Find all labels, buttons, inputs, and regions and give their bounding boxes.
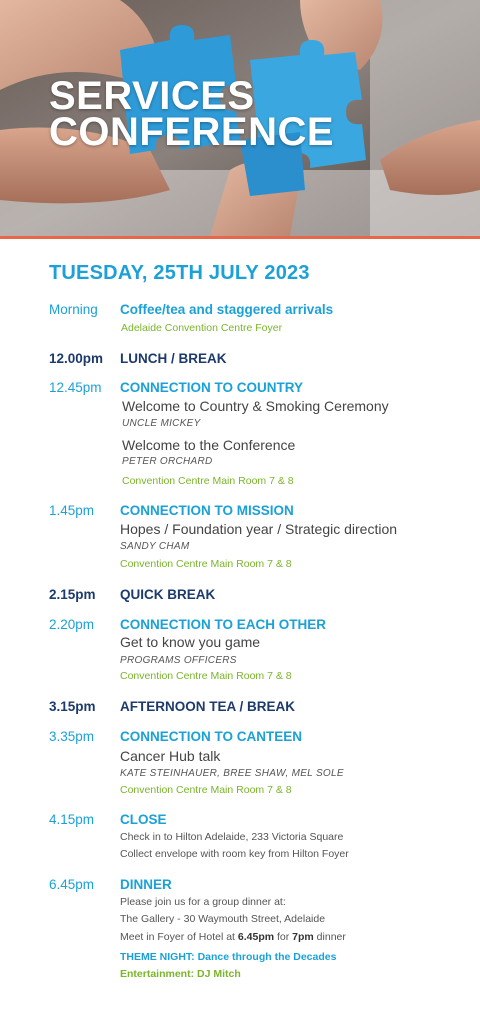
schedule-venue: Convention Centre Main Room 7 & 8 [120,784,292,796]
schedule-time: 12.45pm [49,380,102,395]
hero-banner [0,0,480,236]
schedule-time: 12.00pm [49,351,104,366]
schedule-time: 2.15pm [49,587,96,602]
schedule-session: Hopes / Foundation year / Strategic direction [120,521,398,537]
schedule-time: 3.35pm [49,729,95,744]
schedule-session: Welcome to the Conference [122,437,296,453]
schedule-heading: AFTERNOON TEA / BREAK [120,699,295,714]
schedule-heading: LUNCH / BREAK [120,351,227,366]
schedule-heading: DINNER [120,877,172,892]
schedule-heading: CONNECTION TO COUNTRY [120,380,304,395]
dinner-meeting-note [120,931,346,943]
schedule-time: 4.15pm [49,812,95,827]
event-date: TUESDAY, 25TH JULY 2023 [49,262,310,284]
schedule-heading: CONNECTION TO EACH OTHER [120,617,327,632]
schedule-time: 6.45pm [49,877,95,892]
schedule-session: Cancer Hub talk [120,748,221,764]
schedule-time: Morning [49,302,98,317]
schedule-speaker: PROGRAMS OFFICERS [120,655,237,666]
schedule-venue: Adelaide Convention Centre Foyer [121,322,283,334]
schedule-heading: Coffee/tea and staggered arrivals [120,302,334,317]
schedule-note: The Gallery - 30 Waymouth Street, Adelaide [120,913,326,925]
hero-title-line1: SERVICES [49,74,255,118]
schedule-heading: CONNECTION TO MISSION [120,503,294,518]
meeting-time: 6.45pm [237,931,275,943]
schedule-time: 3.15pm [49,699,96,714]
hero-divider [0,236,480,239]
schedule-heading: CONNECTION TO CANTEEN [120,729,303,744]
meeting-text-post: dinner [313,931,346,943]
schedule-note: Please join us for a group dinner at: [120,896,286,908]
schedule-time: 1.45pm [49,503,95,518]
schedule-venue: Convention Centre Main Room 7 & 8 [122,475,294,487]
theme-night: THEME NIGHT: Dance through the Decades [120,951,337,963]
schedule-speaker: KATE STEINHAUER, BREE SHAW, MEL SOLE [120,768,344,779]
schedule-heading: QUICK BREAK [120,587,216,602]
meeting-text-pre: Meet in Foyer of Hotel at [120,931,238,943]
schedule-time: 2.20pm [49,617,95,632]
schedule-speaker: PETER ORCHARD [122,456,213,467]
schedule-session: Get to know you game [120,634,261,650]
schedule-heading: CLOSE [120,812,167,827]
dinner-time: 7pm [292,931,314,943]
schedule-venue: Convention Centre Main Room 7 & 8 [120,558,292,570]
schedule-venue: Convention Centre Main Room 7 & 8 [120,670,292,682]
hero-title-line2: CONFERENCE [49,110,335,154]
schedule-note: Check in to Hilton Adelaide, 233 Victoria Square [120,831,344,843]
hero-title [49,74,335,154]
schedule-speaker: SANDY CHAM [120,541,190,552]
meeting-text-mid: for [274,931,293,943]
schedule-speaker: UNCLE MICKEY [122,418,201,429]
schedule-note: Collect envelope with room key from Hilton Foyer [120,848,349,860]
entertainment: Entertainment: DJ Mitch [120,968,241,980]
schedule-session: Welcome to Country & Smoking Ceremony [122,398,389,414]
